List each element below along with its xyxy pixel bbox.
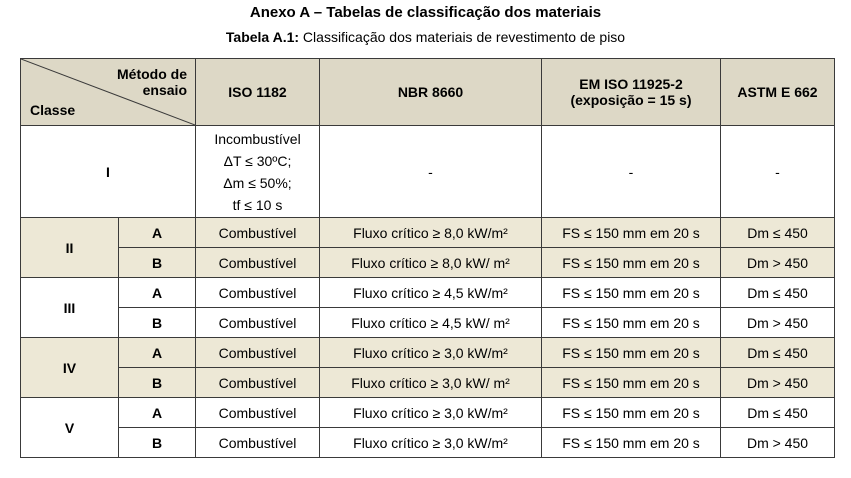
nbr8660-cell: Fluxo crítico ≥ 8,0 kW/m² xyxy=(320,218,542,248)
iso1182-cell: Combustível xyxy=(196,338,320,368)
iso1182-cell: Combustível xyxy=(196,248,320,278)
astm-cell: Dm > 450 xyxy=(721,308,835,338)
subclass-label: B xyxy=(119,368,196,398)
class-label: IV xyxy=(21,338,119,398)
class-label: I xyxy=(21,126,196,218)
table-row xyxy=(21,398,835,428)
table-row xyxy=(21,278,835,308)
em-iso-cell: FS ≤ 150 mm em 20 s xyxy=(542,248,721,278)
iso1182-cell: Combustível xyxy=(196,218,320,248)
table-row xyxy=(21,308,835,338)
nbr8660-cell: Fluxo crítico ≥ 4,5 kW/m² xyxy=(320,278,542,308)
nbr8660-cell: Fluxo crítico ≥ 3,0 kW/m² xyxy=(320,338,542,368)
iso1182-cell: Combustível xyxy=(196,308,320,338)
nbr8660-cell: Fluxo crítico ≥ 8,0 kW/ m² xyxy=(320,248,542,278)
table-row xyxy=(21,248,835,278)
astm-cell: Dm > 450 xyxy=(721,428,835,458)
em-iso-cell: FS ≤ 150 mm em 20 s xyxy=(542,218,721,248)
nbr8660-cell: Fluxo crítico ≥ 3,0 kW/m² xyxy=(320,428,542,458)
iso1182-cell: Combustível xyxy=(196,398,320,428)
subclass-label: A xyxy=(119,218,196,248)
astm-cell: - xyxy=(721,126,835,218)
header-em-iso-11925: EM ISO 11925-2 (exposição = 15 s) xyxy=(542,59,721,126)
table-header-row xyxy=(21,59,835,126)
class-label: V xyxy=(21,398,119,458)
astm-cell: Dm ≤ 450 xyxy=(721,278,835,308)
em-iso-cell: FS ≤ 150 mm em 20 s xyxy=(542,308,721,338)
iso1182-cell: Combustível xyxy=(196,428,320,458)
class-label: II xyxy=(21,218,119,278)
table-row xyxy=(21,368,835,398)
astm-cell: Dm ≤ 450 xyxy=(721,338,835,368)
header-classe-label: Classe xyxy=(30,102,76,118)
table-row xyxy=(21,218,835,248)
header-astm-e662: ASTM E 662 xyxy=(721,59,835,126)
document-title: Anexo A – Tabelas de classificação dos materiais xyxy=(249,4,602,21)
nbr8660-cell: Fluxo crítico ≥ 4,5 kW/ m² xyxy=(320,308,542,338)
table-row-class-I xyxy=(21,126,835,218)
em-iso-cell: FS ≤ 150 mm em 20 s xyxy=(542,338,721,368)
iso1182-cell: Combustível xyxy=(196,278,320,308)
nbr8660-cell: Fluxo crítico ≥ 3,0 kW/ m² xyxy=(320,368,542,398)
table-row xyxy=(21,338,835,368)
table-caption xyxy=(0,29,851,45)
subclass-label: A xyxy=(119,398,196,428)
header-iso1182: ISO 1182 xyxy=(196,59,320,126)
em-iso-cell: FS ≤ 150 mm em 20 s xyxy=(542,278,721,308)
table-caption-prefix: Tabela A.1: xyxy=(225,29,300,45)
nbr8660-cell: - xyxy=(320,126,542,218)
classification-table xyxy=(20,58,835,458)
class-label: III xyxy=(21,278,119,338)
iso1182-cell: Incombustível ΔT ≤ 30ºC; Δm ≤ 50%; tf ≤ 10 s xyxy=(196,126,320,218)
subclass-label: B xyxy=(119,308,196,338)
em-iso-cell: FS ≤ 150 mm em 20 s xyxy=(542,368,721,398)
astm-cell: Dm ≤ 450 xyxy=(721,218,835,248)
em-iso-cell: FS ≤ 150 mm em 20 s xyxy=(542,398,721,428)
iso1182-cell: Combustível xyxy=(196,368,320,398)
table-caption-text: Classificação dos materiais de revestimento de piso xyxy=(299,29,626,45)
table-row xyxy=(21,428,835,458)
em-iso-cell: - xyxy=(542,126,721,218)
subclass-label: B xyxy=(119,248,196,278)
astm-cell: Dm > 450 xyxy=(721,368,835,398)
header-nbr8660: NBR 8660 xyxy=(320,59,542,126)
subclass-label: B xyxy=(119,428,196,458)
nbr8660-cell: Fluxo crítico ≥ 3,0 kW/m² xyxy=(320,398,542,428)
header-metodo-label: Método de ensaio xyxy=(117,66,187,98)
astm-cell: Dm > 450 xyxy=(721,248,835,278)
astm-cell: Dm ≤ 450 xyxy=(721,398,835,428)
header-classe-metodo xyxy=(21,59,196,126)
em-iso-cell: FS ≤ 150 mm em 20 s xyxy=(542,428,721,458)
subclass-label: A xyxy=(119,278,196,308)
subclass-label: A xyxy=(119,338,196,368)
